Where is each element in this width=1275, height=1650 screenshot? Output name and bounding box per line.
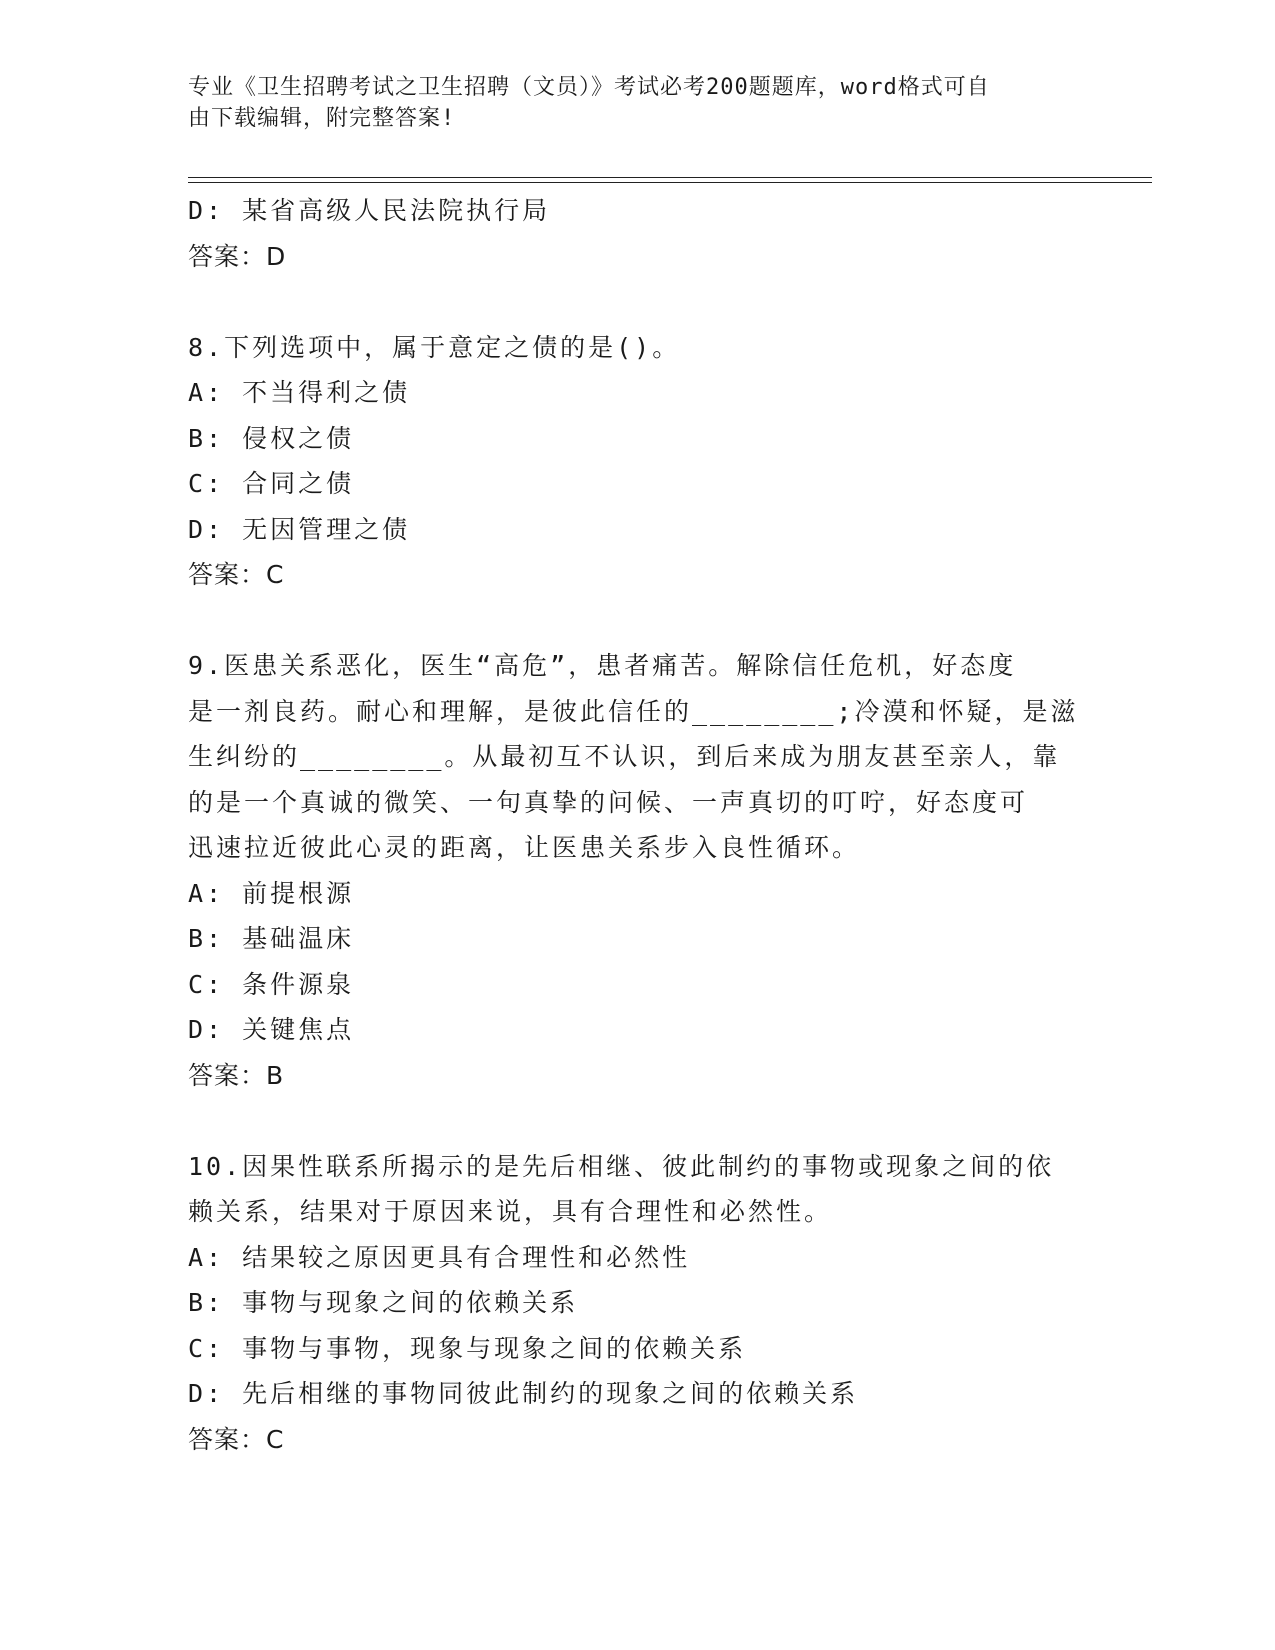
- answer-line: 答案：B: [188, 1060, 285, 1090]
- question-stem-line: 迅速拉近彼此心灵的距离，让医患关系步入良性循环。: [188, 833, 861, 862]
- option-a: A: 不当得利之债: [188, 378, 411, 407]
- header-divider-bottom: [188, 182, 1152, 183]
- answer-line: 答案：D: [188, 241, 287, 271]
- option-c: C: 合同之债: [188, 469, 355, 498]
- header-line-2: 由下载编辑，附完整答案!: [188, 106, 456, 131]
- option-b: B: 侵权之债: [188, 423, 355, 453]
- spacer: [188, 1098, 1088, 1144]
- option-d: D: 某省高级人民法院执行局: [188, 196, 551, 225]
- spacer: [188, 279, 1088, 325]
- option-d: D: 无因管理之债: [188, 514, 411, 544]
- question-stem: 8.下列选项中，属于意定之债的是()。: [188, 332, 681, 362]
- option-a: A: 结果较之原因更具有合理性和必然性: [188, 1242, 691, 1272]
- question-8: [188, 325, 1088, 598]
- header-line-1: 专业《卫生招聘考试之卫生招聘（文员）》考试必考200题题库，word格式可自: [188, 75, 990, 100]
- question-stem-line: 赖关系，结果对于原因来说，具有合理性和必然性。: [188, 1197, 833, 1226]
- question-stem-line: 生纠纷的________。从最初互不认识，到后来成为朋友甚至亲人，靠: [188, 742, 1061, 771]
- option-b: B: 基础温床: [188, 924, 355, 953]
- spacer: [188, 598, 1088, 644]
- question-stem-line: 的是一个真诚的微笑、一句真挚的问候、一声真切的叮咛，好态度可: [188, 787, 1029, 817]
- option-a: A: 前提根源: [188, 878, 355, 908]
- question-stem-line: 10.因果性联系所揭示的是先后相继、彼此制约的事物或现象之间的依: [188, 1151, 1055, 1181]
- option-c: C: 事物与事物，现象与现象之间的依赖关系: [188, 1333, 747, 1363]
- question-10: [188, 1144, 1088, 1463]
- question-stem-line: 9.医患关系恶化，医生“高危”，患者痛苦。解除信任危机，好态度: [188, 651, 1017, 680]
- question-stem-line: 是一剂良药。耐心和理解，是彼此信任的________;冷漠和怀疑，是滋: [188, 696, 1079, 726]
- option-c: C: 条件源泉: [188, 969, 355, 999]
- question-list: [188, 188, 1088, 1462]
- answer-line: 答案：C: [188, 560, 285, 589]
- document-header: [188, 72, 1088, 134]
- header-divider-top: [188, 177, 1152, 178]
- answer-line: 答案：C: [188, 1424, 285, 1454]
- option-b: B: 事物与现象之间的依赖关系: [188, 1288, 579, 1317]
- option-d: D: 关键焦点: [188, 1015, 355, 1044]
- question-9: [188, 643, 1088, 1098]
- option-d: D: 先后相继的事物同彼此制约的现象之间的依赖关系: [188, 1379, 859, 1408]
